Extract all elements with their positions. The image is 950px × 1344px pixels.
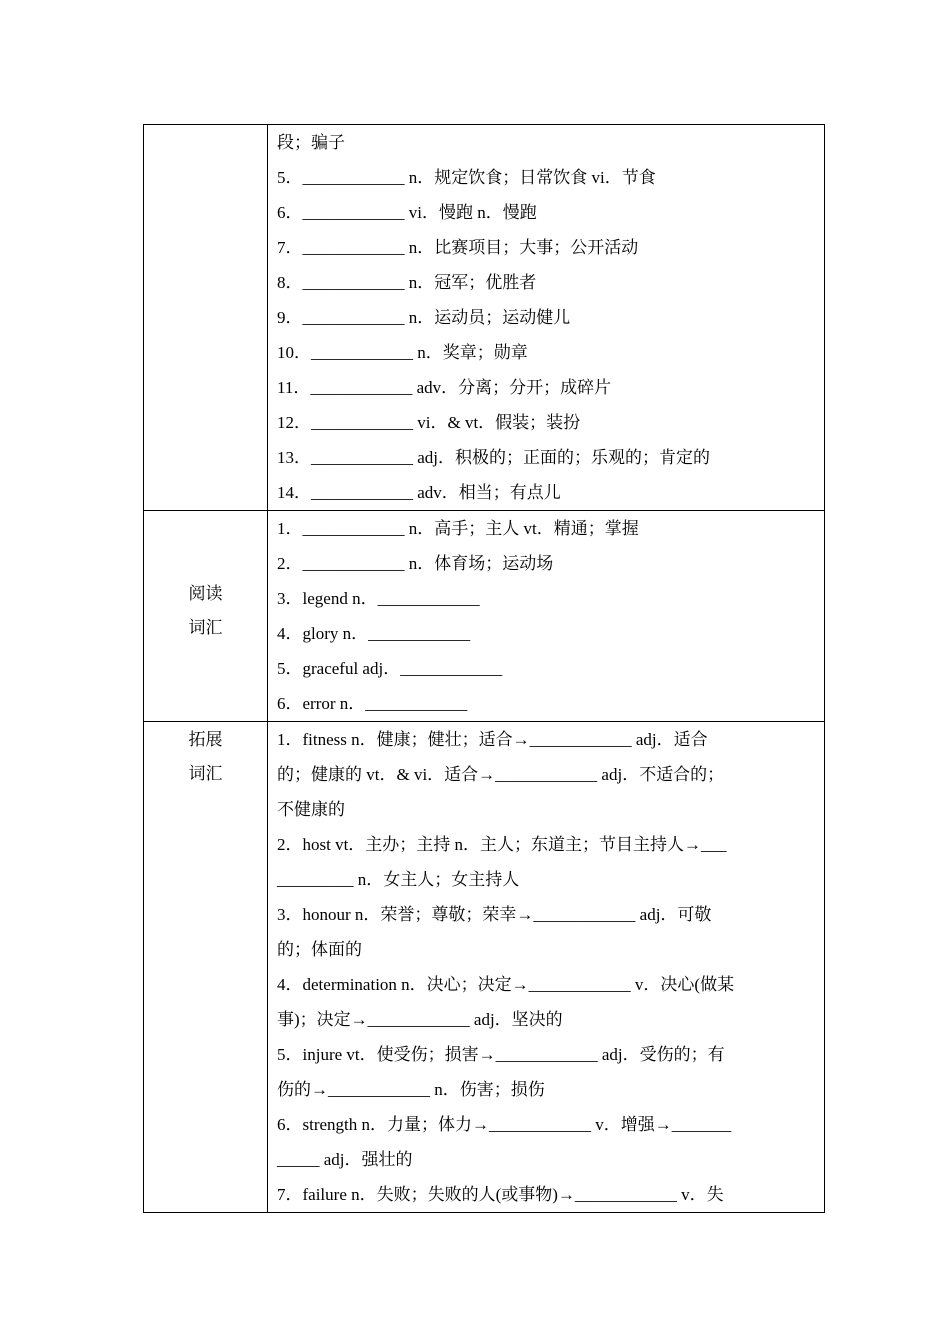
vocab-line: 1．fitness n．健康；健壮；适合→____________ adj．适合	[277, 730, 708, 749]
vocab-line: 3．honour n．荣誉；尊敬；荣幸→____________ adj．可敬	[277, 905, 712, 924]
table-row-2	[144, 511, 825, 722]
vocab-line: 3．legend n．____________	[277, 589, 480, 608]
vocab-line: 13．____________ adj．积极的；正面的；乐观的；肯定的	[277, 448, 711, 467]
vocab-line: 的；健康的 vt．& vi．适合→____________ adj．不适合的；	[277, 765, 725, 784]
vocab-line: 9．____________ n．运动员；运动健儿	[277, 308, 571, 327]
vocab-line: 11．____________ adv．分离；分开；成碎片	[277, 378, 612, 397]
vocab-line: 不健康的	[277, 800, 345, 819]
vocab-line: 段；骗子	[277, 133, 345, 152]
vocab-line: 7．____________ n．比赛项目；大事；公开活动	[277, 238, 639, 257]
vocab-line: 4．glory n．____________	[277, 624, 471, 643]
vocab-line: 2．host vt．主办；主持 n．主人；东道主；节目主持人→___	[277, 835, 727, 854]
vocab-line: 14．____________ adv．相当；有点儿	[277, 483, 561, 502]
vocab-line: _________ n．女主人；女主持人	[277, 870, 520, 889]
row-3-content-cell	[268, 722, 825, 1213]
section-label-line-1: 拓展	[188, 730, 223, 749]
vocab-line: 5．____________ n．规定饮食；日常饮食 vi．节食	[277, 168, 656, 187]
table-row-1	[144, 125, 825, 511]
row-1-content-cell	[268, 125, 825, 511]
vocab-line: 的；体面的	[277, 940, 362, 959]
vocab-line: 6．error n．____________	[277, 694, 468, 713]
section-label-line-2: 词汇	[188, 618, 223, 637]
vocab-line: 事)；决定→____________ adj．坚决的	[277, 1010, 563, 1029]
row-1-label-cell	[144, 125, 268, 511]
vocab-line: 6．____________ vi．慢跑 n．慢跑	[277, 203, 537, 222]
vocab-line: 4．determination n．决心；决定→____________ v．决心(做某	[277, 975, 735, 994]
row-2-content-cell	[268, 511, 825, 722]
row-2-label-cell	[144, 511, 268, 722]
vocab-line: 5．graceful adj．____________	[277, 659, 503, 678]
vocab-line: 10．____________ n．奖章；勋章	[277, 343, 528, 362]
vocab-line: 5．injure vt．使受伤；损害→____________ adj．受伤的；有	[277, 1045, 725, 1064]
table-row-3	[144, 722, 825, 1213]
vocabulary-table	[143, 124, 825, 1213]
row-3-label-cell	[144, 722, 268, 1213]
vocab-line: 1．____________ n．高手；主人 vt．精通；掌握	[277, 519, 639, 538]
vocab-line: 7．failure n．失败；失败的人(或事物)→____________ v．失	[277, 1185, 724, 1204]
vocab-line: _____ adj．强壮的	[277, 1150, 413, 1169]
vocab-line: 8．____________ n．冠军；优胜者	[277, 273, 537, 292]
vocab-line: 2．____________ n．体育场；运动场	[277, 554, 554, 573]
section-label-line-2: 词汇	[188, 764, 223, 783]
vocab-line: 伤的→____________ n．伤害；损伤	[277, 1080, 545, 1099]
section-label-line-1: 阅读	[188, 584, 223, 603]
vocab-line: 12．____________ vi．& vt．假装；装扮	[277, 413, 581, 432]
vocab-line: 6．strength n．力量；体力→____________ v．增强→_______	[277, 1115, 732, 1134]
